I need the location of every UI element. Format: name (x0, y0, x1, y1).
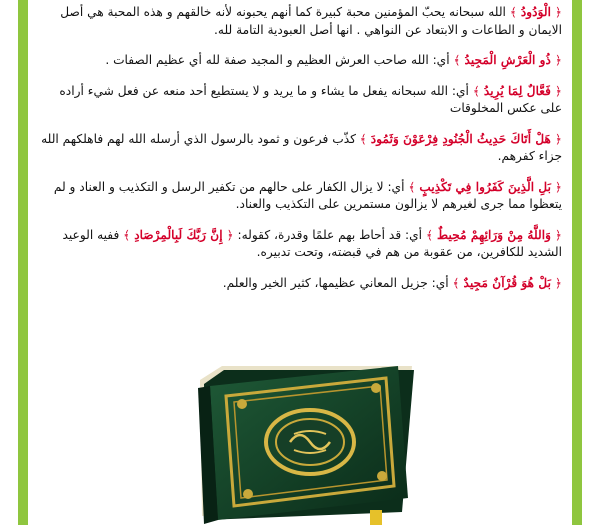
ayah-text: ذُو الْعَرْشِ الْمَجِيدُ (464, 53, 551, 67)
ayah-text: الْوَدُودُ (520, 5, 551, 19)
paragraph-7: ﴿ بَلْ هُوَ قُرْآنٌ مَجِيدٌ ﴾ أي: جزيل المعاني عظيمها، كثير الخير والعلم. (222, 275, 562, 290)
ayah-text: بَلِ الَّذِينَ كَفَرُوا فِي تَكْذِيبٍ (419, 179, 551, 194)
paragraph-text: الله سبحانه يحبّ المؤمنين محبة كبيرة كما أنهم يحبونه لأنه خالقهم و هذه المحبة هي أصل الايمان و الطاعات و الابتعاد عن النواهي . انها أصل العبودية التامة لله. (60, 5, 562, 37)
ayah-text: فَعَّالٌ لِمَا يُرِيدُ (483, 83, 551, 98)
lead-word: أي: (387, 179, 405, 194)
paragraph-text: الله سبحانه يفعل ما يشاء و ما يريد و لا يستطيع أحد منعه عن فعل شيء أراده على عكس المخلوقات (59, 83, 562, 115)
paragraph-6: ﴿ وَاللَّهُ مِنْ وَرَائِهِمْ مُحِيطٌ ﴾ أي: قد أحاط بهم علمًا وقدرة، كقوله: ﴿ إِنَّ رَبَّكَ لَبِالْمِرْصَادِ ﴾ ففيه الوعيد الشديد للكافرين، من عقوبة من هم في قبضته، وتحت تدبيره. (62, 227, 562, 259)
ayah-text-2: إِنَّ رَبَّكَ لَبِالْمِرْصَادِ (134, 227, 223, 242)
book-icon (190, 358, 422, 525)
lead-word: أي: (405, 227, 423, 242)
ayah-text: وَاللَّهُ مِنْ وَرَائِهِمْ مُحِيطٌ (436, 227, 551, 242)
lead-word: أي: (451, 83, 469, 98)
paragraph-text: لا يزال الكفار على حالهم من تكفير الرسل و التكذيب و العناد و لم يتعظوا مما جرى لغيرهم لا يزالون مستمرين على التكذيب والعناد. (53, 179, 562, 211)
paragraph-5: ﴿ بَلِ الَّذِينَ كَفَرُوا فِي تَكْذِيبٍ ﴾ أي: لا يزال الكفار على حالهم من تكفير الرسل و التكذيب و العناد و لم يتعظوا مما جرى لغيرهم لا يزالون مستمرين على التكذيب والعناد. (53, 179, 562, 211)
right-border-bar (572, 0, 582, 525)
tafsir-text (36, 4, 562, 305)
paragraph-3: ﴿ فَعَّالٌ لِمَا يُرِيدُ ﴾ أي: الله سبحانه يفعل ما يشاء و ما يريد و لا يستطيع أحد منعه عن فعل شيء أراده على عكس المخلوقات (59, 83, 562, 115)
paragraph-text: كذّب فرعون و ثمود بالرسول الذي أرسله الله لهم فاهلكهم الله جزاء كفرهم. (41, 131, 562, 163)
lead-word: أي: (431, 275, 449, 290)
ayah-text: بَلْ هُوَ قُرْآنٌ مَجِيدٌ (463, 275, 551, 290)
left-border-bar (18, 0, 28, 525)
paragraph-text: قد أحاط بهم علمًا وقدرة، كقوله: (237, 227, 402, 242)
lead-word: أي: (432, 53, 450, 67)
paragraph-1: ﴿ الْوَدُودُ ﴾ الله سبحانه يحبّ المؤمنين محبة كبيرة كما أنهم يحبونه لأنه خالقهم و هذه المحبة هي أصل الايمان و الطاعات و الابتعاد عن النواهي . انها أصل العبودية التامة لله. (60, 5, 562, 37)
paragraph-text-2: ففيه الوعيد الشديد للكافرين، من عقوبة من هم في قبضته، وتحت تدبيره. (62, 227, 562, 259)
quran-book-image (190, 358, 422, 525)
ayah-text: هَلْ أَتَاكَ حَدِيثُ الْجُنُودِ فِرْعَوْنَ وَثَمُودَ (370, 131, 551, 146)
paragraph-text: جزيل المعاني عظيمها، كثير الخير والعلم. (222, 275, 428, 290)
paragraph-4: ﴿ هَلْ أَتَاكَ حَدِيثُ الْجُنُودِ فِرْعَوْنَ وَثَمُودَ ﴾ كذّب فرعون و ثمود بالرسول الذي أرسله الله لهم فاهلكهم الله جزاء كفرهم. (41, 131, 562, 163)
paragraph-text: الله صاحب العرش العظيم و المجيد صفة لله أي عظيم الصفات . (105, 53, 429, 67)
paragraph-2: ﴿ ذُو الْعَرْشِ الْمَجِيدُ ﴾ أي: الله صاحب العرش العظيم و المجيد صفة لله أي عظيم الصفات . (105, 53, 562, 67)
